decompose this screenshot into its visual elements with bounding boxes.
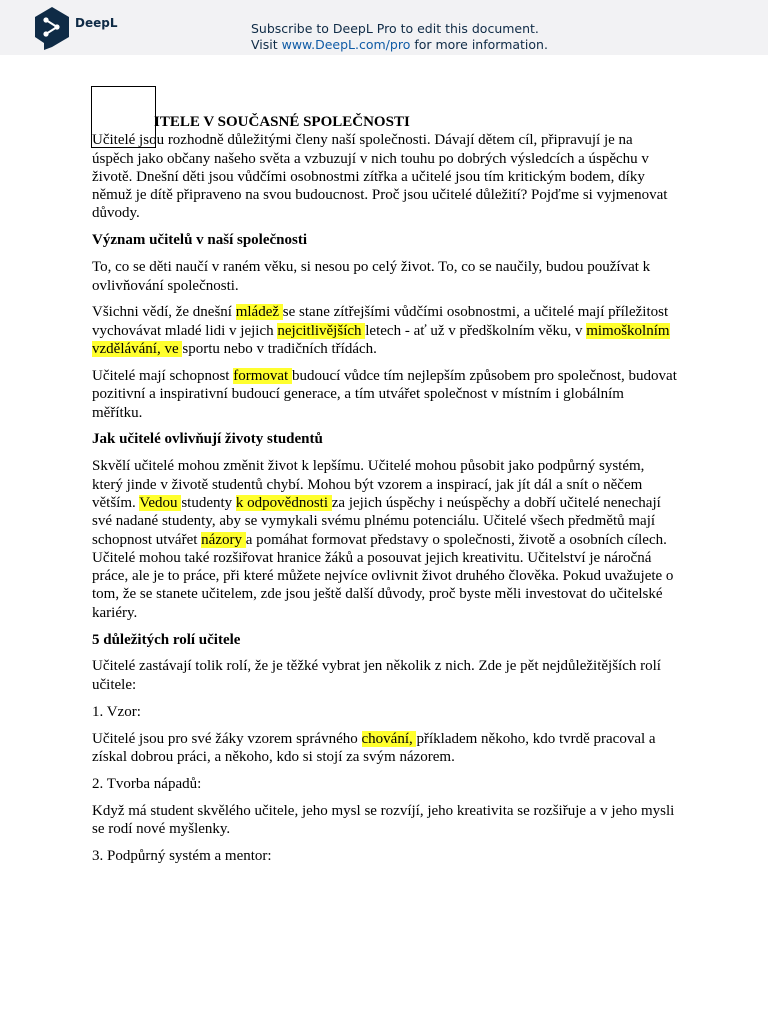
text-run: příkladem někoho, kdo tvrdě pracoval a získal dobrou práci, a někoho, kdo si stojí za svým názorem. xyxy=(92,730,656,765)
highlight: Vedou xyxy=(139,494,182,511)
text-run: letech - ať už v předškolním věku, v xyxy=(365,322,587,339)
paragraph-6 xyxy=(92,730,678,767)
text-run: za jejich úspěchy i neúspěchy a dobří učitelé nenechají své nadané studenty, aby se vymykali svému plnému potenciálu. Učitelé všech předmětů mají schopnost utvářet xyxy=(92,494,661,548)
visit-suffix: for more information. xyxy=(410,36,548,52)
visit-prefix: Visit xyxy=(251,36,282,52)
intro-paragraph: Učitelé jsou rozhodně důležitými členy naší společnosti. Dávají dětem cíl, připravují je na úspěch jako občany našeho světa a vzbuzují v nich touhu po dobrých výsledcích a úspěchu v životě. Dnešní děti jsou vůdčími osobnostmi zítřka a učitelé jsou tím kritickým bodem, díky němuž je dítě připraveno na svou budoucnost. Proč jsou učitelé důležití? Pojďme si vyjmenovat důvody. xyxy=(92,132,668,222)
highlight: nejcitlivějších xyxy=(277,322,366,339)
paragraph-7: Když má student skvělého učitele, jeho mysl se rozvíjí, jeho kreativita se rozšiřuje a v jeho mysli se rodí nové myšlenky. xyxy=(92,802,675,837)
text-run: studenty xyxy=(181,494,236,511)
section-heading-2: Jak učitelé ovlivňují životy studentů xyxy=(92,431,323,448)
paragraph-2 xyxy=(92,303,678,358)
list-item-3: 3. Podpůrný systém a mentor: xyxy=(92,847,272,864)
highlight: chování, xyxy=(361,730,417,747)
text-run: Učitelé mají schopnost xyxy=(92,367,234,384)
highlight: mimoškolním vzdělávání, ve xyxy=(92,322,670,358)
highlight: formovat xyxy=(233,367,292,384)
paragraph-3 xyxy=(92,367,678,422)
paragraph-4 xyxy=(92,457,678,622)
list-item-2: 2. Tvorba nápadů: xyxy=(92,775,202,792)
paragraph-1: To, co se děti naučí v raném věku, si nesou po celý život. To, co se naučily, budou používat k ovlivňování společnosti. xyxy=(92,259,651,294)
section-heading-3: 5 důležitých rolí učitele xyxy=(92,631,241,648)
document-body xyxy=(92,113,678,874)
highlight: mládež xyxy=(235,304,283,321)
text-run: se stane zítřejšími vůdčími osobnostmi, a učitelé mají příležitost vychovávat mladé lidi v jejich xyxy=(92,304,669,339)
deepl-logo-icon xyxy=(33,6,71,50)
text-run: Učitelé jsou pro své žáky vzorem správného xyxy=(92,730,362,747)
subscribe-message xyxy=(251,21,548,52)
subscribe-line: Subscribe to DeepL Pro to edit this document. xyxy=(251,21,539,36)
deepl-pro-link[interactable]: www.DeepL.com/pro xyxy=(281,36,411,52)
text-run: a pomáhat formovat představy o společnosti, životě a osobních cílech. Učitelé mohou také rozšiřovat hranice žáků a posouvat jejich kreativitu. Učitelství je náročná práce, ale je to práce, při které můžete nejvíce ovlivnit život druhého člověka. Pokud uvažujete o tom, že se stanete učitelem, zde jsou ještě další důvody, proč byste měli investovat do učitelské kariéry. xyxy=(92,531,674,621)
section-heading-1: Význam učitelů v naší společnosti xyxy=(92,232,308,249)
text-run: sportu nebo v tradičních třídách. xyxy=(182,341,377,358)
document-title: ITELE V SOUČASNÉ SPOLEČNOSTI xyxy=(154,114,410,130)
deepl-logo-text: DeepL xyxy=(75,16,118,30)
text-run: budoucí vůdce tím nejlepším způsobem pro společnost, budovat pozitivní a inspirativní budoucí generace, a tím utvářet společnost v místním i globálním měřítku. xyxy=(92,367,677,421)
highlight: názory xyxy=(201,531,246,548)
text-run: Skvělí učitelé mohou změnit život k lepšímu. Učitelé mohou působit jako podpůrný systém, který jinde v životě studentů chybí. Mohou být vzorem a inspirací, jak jít dál a snít o něčem větším. xyxy=(92,458,645,511)
text-run: Všichni vědí, že dnešní xyxy=(92,304,236,321)
deepl-banner xyxy=(0,0,768,55)
list-item-1: 1. Vzor: xyxy=(92,703,141,720)
visit-line xyxy=(251,37,548,53)
paragraph-5: Učitelé zastávají tolik rolí, že je těžké vybrat jen několik z nich. Zde je pět nejdůležitějších rolí učitele: xyxy=(92,658,661,693)
highlight: k odpovědnosti xyxy=(235,494,332,511)
